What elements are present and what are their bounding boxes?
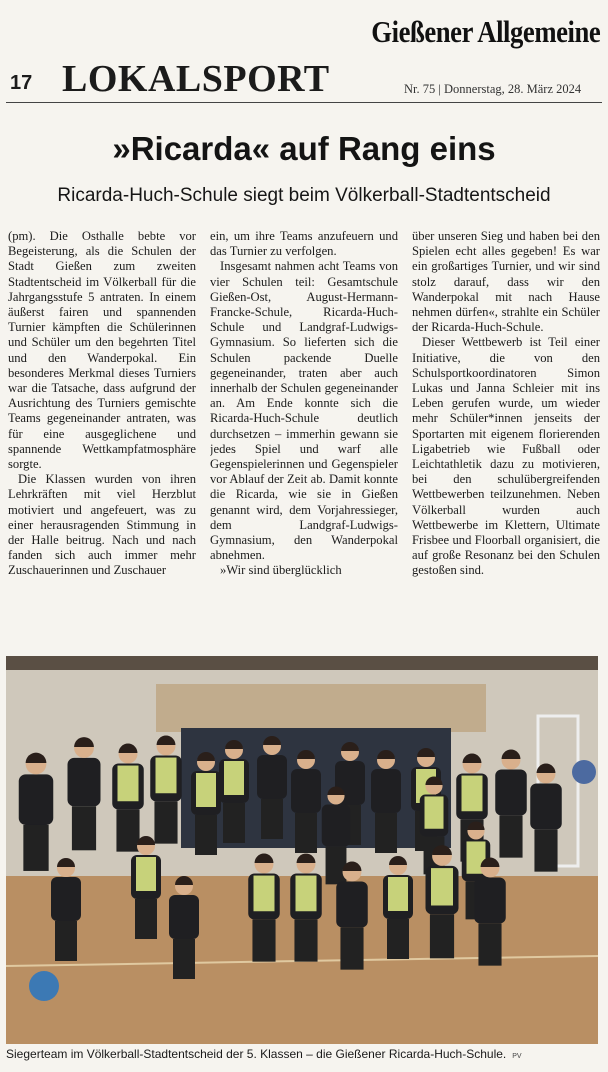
person-legs	[534, 830, 557, 872]
issue-line: Nr. 75 | Donnerstag, 28. März 2024	[404, 82, 582, 96]
paragraph: »Wir sind überglücklich	[220, 563, 342, 578]
person-body	[68, 758, 101, 806]
person-bib	[136, 857, 156, 891]
person-legs	[295, 813, 317, 853]
person-body	[495, 769, 527, 815]
page-number: 17	[10, 72, 33, 94]
section-title: LOKALSPORT	[62, 58, 330, 100]
person-legs	[135, 899, 157, 939]
headline: »Ricarda« auf Rang eins	[112, 130, 496, 167]
person-bib	[156, 758, 177, 794]
person-bib	[118, 766, 139, 802]
team-photo	[6, 656, 598, 1044]
person-legs	[72, 806, 96, 850]
person-body	[257, 755, 287, 799]
person-legs	[55, 921, 77, 961]
header-divider	[6, 102, 602, 103]
ball-left	[29, 971, 59, 1001]
person-legs	[154, 802, 177, 844]
person-body	[169, 895, 199, 939]
person-legs	[326, 846, 347, 884]
ball-right	[572, 760, 596, 784]
ceiling-beam	[6, 656, 598, 670]
subheadline: Ricarda-Huch-Schule siegt beim Völkerball-Stadtentscheid	[57, 185, 551, 206]
person-legs	[261, 799, 283, 839]
article-column-2	[210, 229, 398, 649]
person-bib	[254, 876, 275, 912]
person-legs	[478, 924, 501, 966]
paragraph: (pm). Die Osthalle bebte vor Begeisterung, als die Schulen der Stadt Gießen zum zweiten Stadtentscheid im Völkerball für die Jahrgangsstufe 5 antraten. In einem äußerst fairen und spannenden Turnier kämpften die Schülerinnen und Schüler um den begehrten Titel und den Wanderpokal. Ein besonderes Merkmal dieses Turniers war die Tatsache, dass aufgrund der Ausrichtung des Turniers gemischte Teams gegeneinander antraten, was für eine ausgeglichene und spannende Wettkampfatmosphäre sorgte.	[8, 229, 196, 472]
person-bib	[388, 877, 408, 911]
person-legs	[23, 825, 48, 871]
person-body	[474, 877, 506, 923]
person-body	[371, 769, 401, 813]
person-body	[291, 769, 321, 813]
person-bib	[462, 776, 483, 812]
person-legs	[499, 816, 522, 858]
person-legs	[116, 810, 139, 852]
article-column-1	[8, 229, 196, 649]
person-legs	[294, 920, 317, 962]
paragraph: Insgesamt nahmen acht Teams von vier Schulen teil: Gesamtschule Gießen-Ost, August-Hermann-Francke-Schule, Ricarda-Huch-Schule und Landgraf-Ludwigs-Gymnasium. So lieferten sich die Schulen packende Duelle gegeneinander, traten aber auch innerhalb der Schulen gegeneinander an. Am Ende konnte sich die Ricarda-Huch-Schule deutlich durchsetzen – immerhin gewann sie jedes Spiel und warf alle Gegenspielerinnen und Gegenspieler vor Ablauf der Zeit ab. Damit konnte die Ricarda, wie sie in Gießen genannt wird, dem Vorjahressieger, dem Landgraf-Ludwigs-Gymnasium, den Wanderpokal abnehmen.	[210, 259, 398, 563]
article-column-3	[412, 229, 600, 649]
person-body	[336, 881, 368, 927]
person-legs	[430, 914, 454, 958]
person-legs	[195, 815, 217, 855]
masthead	[0, 0, 608, 100]
person-legs	[340, 928, 363, 970]
paragraph: über unseren Sieg und haben bei den Spielen echt alles gegeben! Es war ein großartiges Turnier, und wir sind stolz darauf, dass wir den Wanderpokal mit nach Hause nehmen dürfen«, strahlte ein Schüler der Ricarda-Huch-Schule.	[412, 229, 600, 335]
person-legs	[252, 920, 275, 962]
person-bib	[296, 876, 317, 912]
person-bib	[196, 773, 216, 807]
paper-name: Gießener Allgemeine	[370, 14, 600, 49]
caption-text: Siegerteam im Völkerball-Stadtentscheid der 5. Klassen – die Gießener Ricarda-Huch-Schule.	[6, 1047, 507, 1061]
paragraph: Dieser Wettbewerb ist Teil einer Initiative, die von den Schulsportkoordinatoren Simon Lukas und Janna Schleier mit ins Leben gerufen wurde, um wieder mehr Schüler*innen jenseits der Sportarten mit eigenem florierenden Ligabetrieb wie Fußball oder Leichtathletik dazu zu motivieren, bei den schulübergreifenden Wettbewerben teilzunehmen. Neben Völkerball wurden auch Wettbewerbe im Klettern, Ultimate Frisbee und Floorball organisiert, die auf große Resonanz bei den Schulen gestoßen sind.	[412, 335, 600, 578]
photo-caption	[6, 1047, 602, 1061]
wall-bars	[156, 684, 486, 732]
person-body	[51, 877, 81, 921]
person-legs	[223, 803, 245, 843]
person-bib	[425, 796, 444, 828]
photo-credit: PV	[512, 1053, 522, 1060]
person-bib	[431, 868, 453, 905]
paragraph: ein, um ihre Teams anzufeuern und das Turnier zu verfolgen.	[210, 229, 398, 259]
person-body	[19, 774, 54, 825]
person-bib	[224, 761, 244, 795]
person-body	[530, 783, 562, 829]
person-body	[322, 805, 351, 847]
team-photo-illustration	[6, 656, 598, 1044]
paragraph: Die Klassen wurden von ihren Lehrkräften mit viel Herzblut motiviert und angefeuert, was zu einer herausragenden Stimmung in der Halle beitrug. Nach und nach fanden sich auch immer mehr Zuschauerinnen und Zuschauer	[8, 472, 196, 578]
person-legs	[375, 813, 397, 853]
person-legs	[387, 919, 409, 959]
person-legs	[173, 939, 195, 979]
